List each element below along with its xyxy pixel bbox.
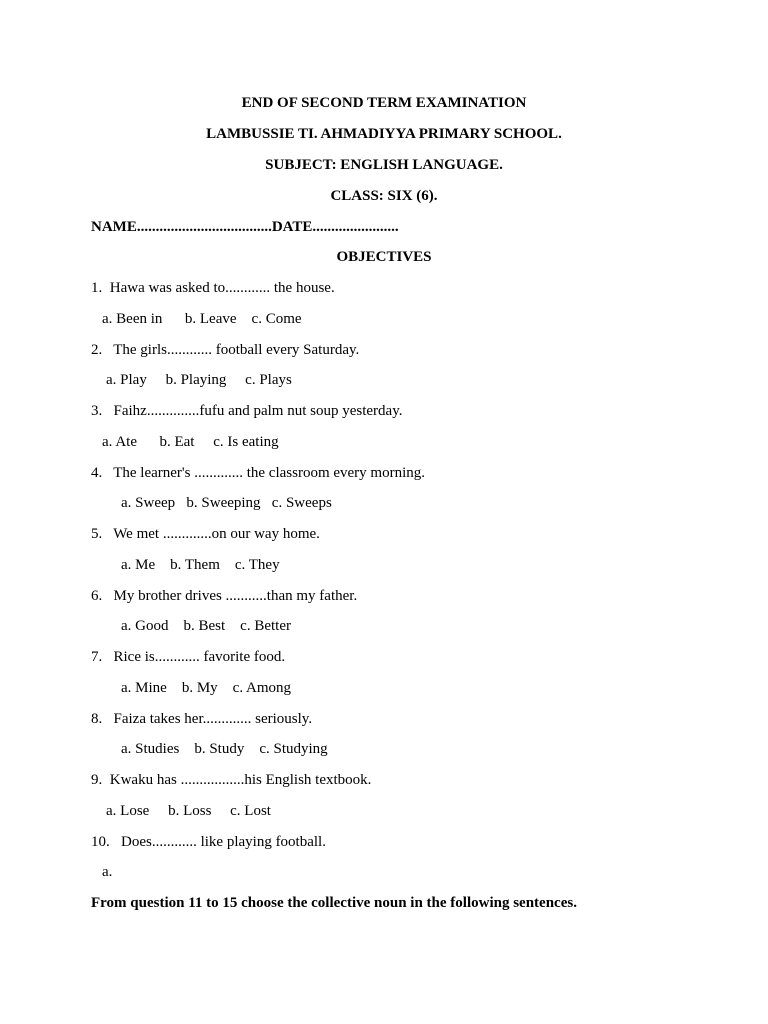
question-1-options: a. Been in b. Leave c. Come bbox=[102, 311, 302, 327]
question-6-options: a. Good b. Best c. Better bbox=[121, 618, 291, 634]
question-8-options: a. Studies b. Study c. Studying bbox=[121, 741, 328, 757]
question-4-options: a. Sweep b. Sweeping c. Sweeps bbox=[121, 495, 332, 511]
question-10: 10. Does............ like playing football. bbox=[91, 834, 326, 850]
exam-title: END OF SECOND TERM EXAMINATION bbox=[241, 95, 527, 111]
question-5: 5. We met .............on our way home. bbox=[91, 526, 320, 542]
subject-line: SUBJECT: ENGLISH LANGUAGE. bbox=[265, 157, 503, 173]
section-title: OBJECTIVES bbox=[336, 249, 432, 265]
question-7-options: a. Mine b. My c. Among bbox=[121, 680, 291, 696]
question-10-options: a. bbox=[102, 864, 113, 880]
class-line: CLASS: SIX (6). bbox=[330, 188, 438, 204]
question-3-options: a. Ate b. Eat c. Is eating bbox=[102, 434, 279, 450]
question-2: 2. The girls............ football every Saturday. bbox=[91, 342, 360, 358]
question-2-options: a. Play b. Playing c. Plays bbox=[106, 372, 292, 388]
question-5-options: a. Me b. Them c. They bbox=[121, 557, 280, 573]
collective-noun-instruction: From question 11 to 15 choose the collective noun in the following sentences. bbox=[91, 895, 577, 911]
question-4: 4. The learner's ............. the classroom every morning. bbox=[91, 465, 426, 481]
question-1: 1. Hawa was asked to............ the house. bbox=[91, 280, 335, 296]
question-9-options: a. Lose b. Loss c. Lost bbox=[106, 803, 271, 819]
question-9: 9. Kwaku has .................his English textbook. bbox=[91, 772, 372, 788]
question-8: 8. Faiza takes her............. seriously. bbox=[91, 711, 313, 727]
school-name: LAMBUSSIE TI. AHMADIYYA PRIMARY SCHOOL. bbox=[206, 126, 562, 142]
name-date-line: NAME....................................DATE....................... bbox=[91, 219, 399, 235]
question-3: 3. Faihz..............fufu and palm nut soup yesterday. bbox=[91, 403, 403, 419]
question-6: 6. My brother drives ...........than my father. bbox=[91, 588, 358, 604]
question-7: 7. Rice is............ favorite food. bbox=[91, 649, 286, 665]
